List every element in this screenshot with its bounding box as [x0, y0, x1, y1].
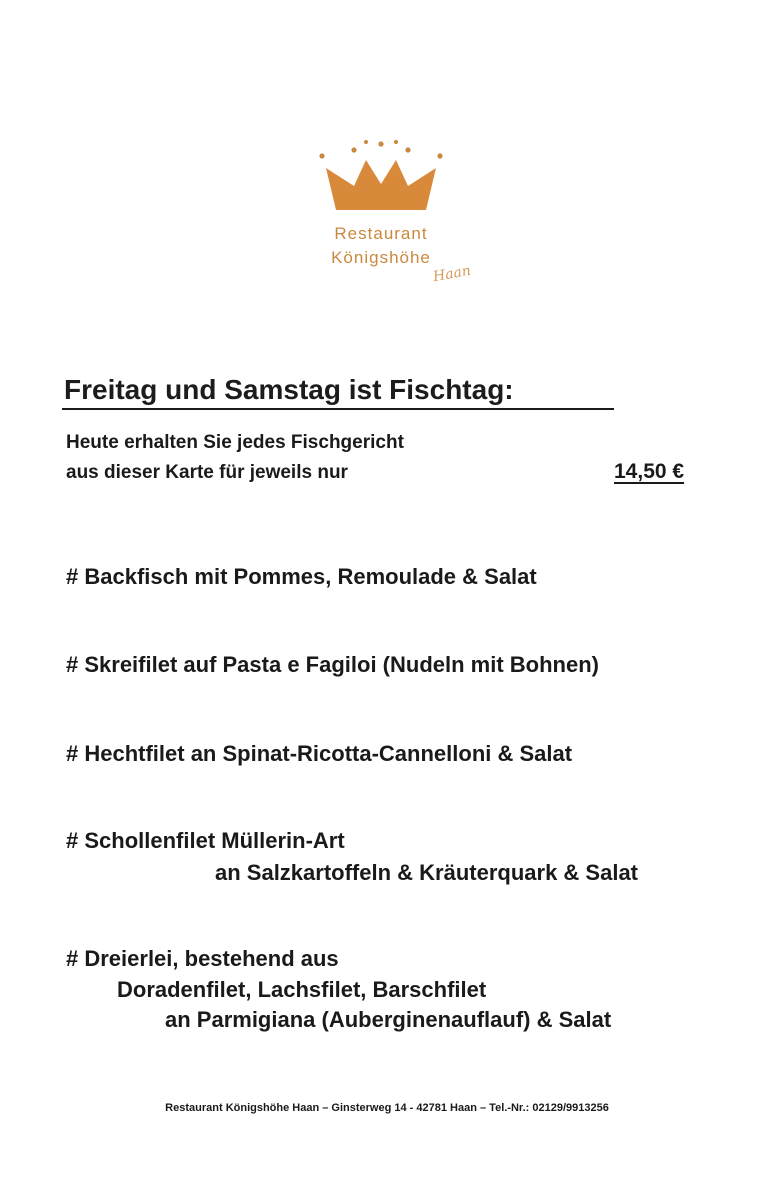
- dish-4-line-1: # Schollenfilet Müllerin-Art: [66, 828, 345, 853]
- dish-2-line-1: # Skreifilet auf Pasta e Fagiloi (Nudeln mit Bohnen): [66, 652, 599, 677]
- logo-restaurant-text: Restaurant: [334, 224, 428, 243]
- dish-1-line-1: # Backfisch mit Pommes, Remoulade & Salat: [66, 564, 537, 589]
- dish-5-line-1: # Dreierlei, bestehend aus: [66, 946, 339, 971]
- dish-3-line-1: # Hechtfilet an Spinat-Ricotta-Cannelloni & Salat: [66, 741, 573, 766]
- intro-line-1: Heute erhalten Sie jedes Fischgericht: [66, 432, 404, 453]
- dish-4-line-2: an Salzkartoffeln & Kräuterquark & Salat: [215, 860, 639, 885]
- footer-contact: Restaurant Königshöhe Haan – Ginsterweg 14 - 42781 Haan – Tel.-Nr.: 02129/9913256: [165, 1102, 609, 1114]
- dish-5-line-3: an Parmigiana (Auberginenauflauf) & Salat: [165, 1007, 612, 1032]
- page-title: Freitag und Samstag ist Fischtag:: [64, 374, 514, 405]
- intro-line-2: aus dieser Karte für jeweils nur: [66, 462, 348, 483]
- logo-city-script: Haan: [431, 262, 473, 286]
- logo-name-text: Königshöhe: [331, 248, 431, 267]
- dish-5-line-2: Doradenfilet, Lachsfilet, Barschfilet: [117, 977, 487, 1002]
- headline-underline: [62, 408, 614, 410]
- price-label: 14,50 €: [614, 460, 685, 483]
- crown-logo-icon: [318, 138, 444, 216]
